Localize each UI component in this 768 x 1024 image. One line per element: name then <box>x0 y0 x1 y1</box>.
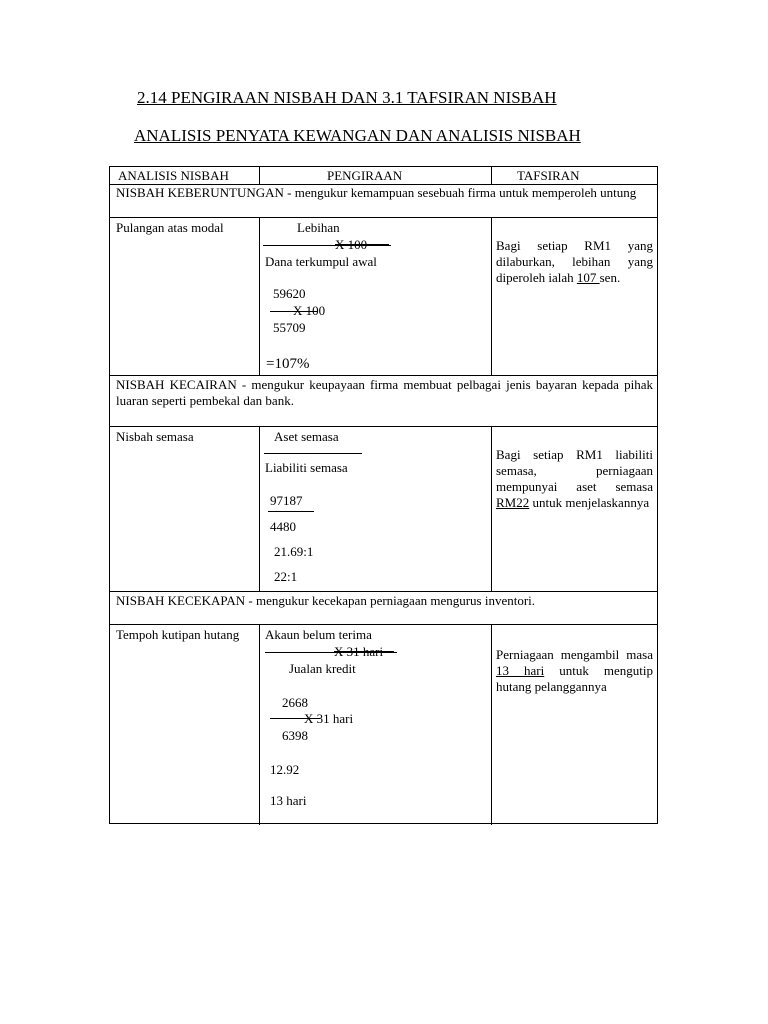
fraction-line <box>264 453 362 454</box>
calc-multiplier: X 31 hari <box>334 644 384 659</box>
fraction-line <box>268 511 314 512</box>
document-title: 2.14 PENGIRAAN NISBAH DAN 3.1 TAFSIRAN NISBAH <box>137 88 557 107</box>
calc-multiplier: X 100 <box>335 237 368 252</box>
strikethrough-line <box>270 718 320 719</box>
header-tafsiran: TAFSIRAN <box>517 168 580 183</box>
highlight-value: 107 <box>576 270 600 285</box>
ratio-name-tempoh-kutipan: Tempoh kutipan hutang <box>116 627 240 642</box>
col-divider <box>259 624 260 825</box>
col-divider <box>259 167 260 184</box>
row-divider <box>110 375 657 376</box>
highlight-value: 13 hari <box>496 663 545 678</box>
section-heading-keberuntungan: NISBAH KEBERUNTUNGAN - mengukur kemampuan sesebuah firma untuk memperoleh untung <box>116 185 637 200</box>
calc-numerator: Aset semasa <box>274 429 339 444</box>
calc-den-value: 6398 <box>282 728 308 743</box>
interpretation-tempoh-kutipan: Perniagaan mengambil masa 13 hari untuk mengutip hutang pelanggannya <box>496 647 653 694</box>
fraction-line <box>263 245 391 246</box>
interpretation-pulangan: Bagi setiap RM1 yang dilaburkan, lebihan yang diperoleh ialah 107 sen. <box>496 238 653 285</box>
section-heading-kecairan: NISBAH KECAIRAN - mengukur keupayaan firma membuat pelbagai jenis bayaran kepada pihak luaran seperti pembekal dan bank. <box>116 377 653 408</box>
row-divider <box>110 624 657 625</box>
col-divider <box>259 217 260 375</box>
col-divider <box>491 624 492 825</box>
calc-den-value: 4480 <box>270 519 296 534</box>
strikethrough-line <box>270 311 318 312</box>
calc-den-value: 55709 <box>273 320 306 335</box>
calc-result-rounded: 13 hari <box>270 793 307 808</box>
calc-denominator: Jualan kredit <box>289 661 356 676</box>
calc-mult-value: X 100 <box>293 303 326 318</box>
ratio-name-nisbah-semasa: Nisbah semasa <box>116 429 194 444</box>
calc-num-value: 97187 <box>270 493 303 508</box>
col-divider <box>491 167 492 184</box>
calc-denominator: Liabiliti semasa <box>265 460 348 475</box>
calc-result-rounded: 22:1 <box>274 569 298 584</box>
row-divider <box>110 217 657 218</box>
row-divider <box>110 426 657 427</box>
header-analisis-nisbah: ANALISIS NISBAH <box>118 168 229 183</box>
calc-result: =107% <box>266 356 310 372</box>
calc-num-value: 59620 <box>273 286 306 301</box>
highlight-value: RM22 <box>496 495 530 510</box>
col-divider <box>491 426 492 591</box>
ratio-name-pulangan: Pulangan atas modal <box>116 220 224 235</box>
calc-denominator: Dana terkumpul awal <box>265 254 377 269</box>
calc-result: 21.69:1 <box>274 544 314 559</box>
calc-numerator: Lebihan <box>297 220 340 235</box>
header-pengiraan: PENGIRAAN <box>327 168 403 183</box>
col-divider <box>491 217 492 375</box>
calc-mult-value: X 31 hari <box>304 711 354 726</box>
strikethrough-line <box>335 244 389 245</box>
ratio-table <box>109 166 658 824</box>
section-heading-kecekapan: NISBAH KECEKAPAN - mengukur kecekapan perniagaan mengurus inventori. <box>116 593 536 608</box>
col-divider <box>259 426 260 591</box>
calc-numerator: Akaun belum terima <box>265 627 372 642</box>
document-subtitle: ANALISIS PENYATA KEWANGAN DAN ANALISIS NISBAH <box>134 126 581 145</box>
strikethrough-line <box>334 651 394 652</box>
interpretation-nisbah-semasa: Bagi setiap RM1 liabiliti semasa, perniagaan mempunyai aset semasa RM22 untuk menjelaskannya <box>496 447 653 510</box>
row-divider <box>110 591 657 592</box>
calc-result: 12.92 <box>270 762 300 777</box>
calc-num-value: 2668 <box>282 695 308 710</box>
